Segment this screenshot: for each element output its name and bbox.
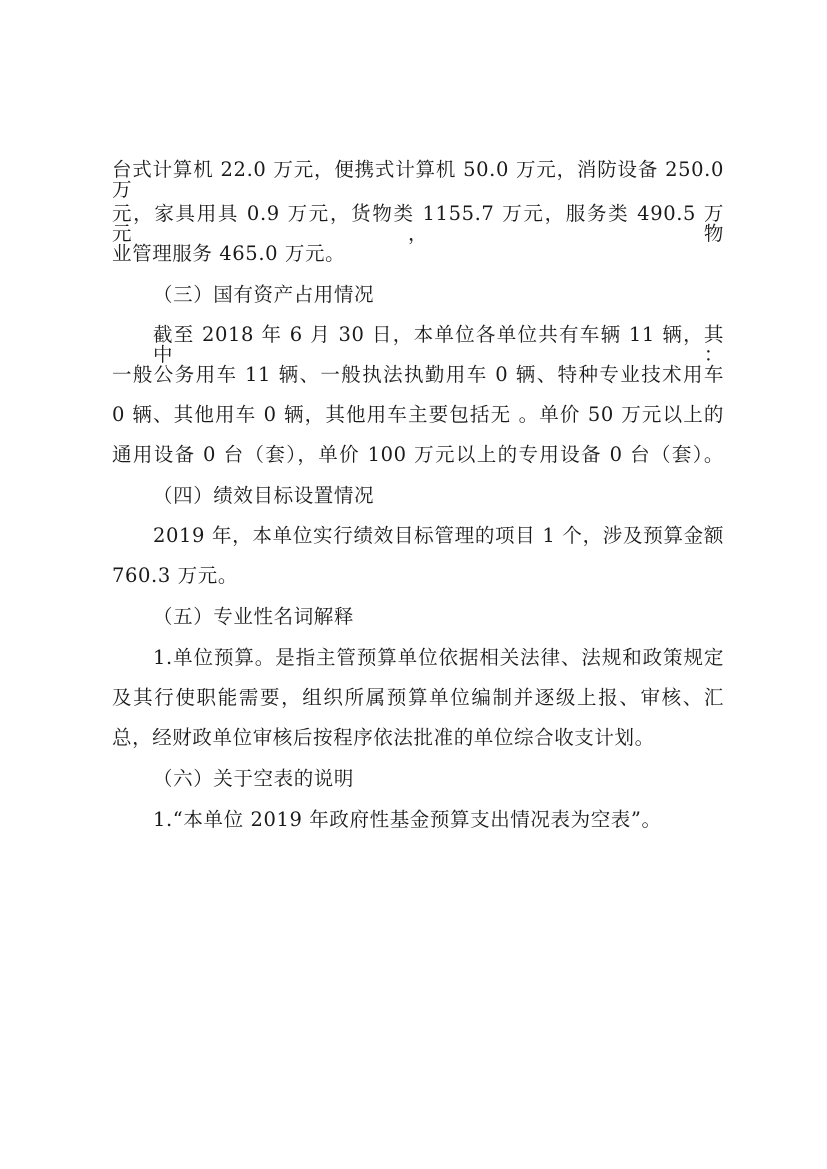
paragraph-line: 截至 2018 年 6 月 30 日，本单位各单位共有车辆 11 辆，其中： bbox=[153, 323, 724, 366]
paragraph-line: 1.“本单位 2019 年政府性基金预算支出情况表为空表”。 bbox=[153, 808, 662, 831]
paragraph-line: 2019 年，本单位实行绩效目标管理的项目 1 个，涉及预算金额 bbox=[153, 524, 724, 547]
paragraph-line: 业管理服务 465.0 万元。 bbox=[112, 242, 346, 265]
section-heading: （六）关于空表的说明 bbox=[153, 767, 355, 790]
paragraph-line: 1.单位预算。是指主管预算单位依据相关法律、法规和政策规定 bbox=[153, 646, 724, 669]
section-heading: （四）绩效目标设置情况 bbox=[153, 484, 375, 507]
paragraph-line: 通用设备 0 台（套），单价 100 万元以上的专用设备 0 台（套）。 bbox=[112, 443, 724, 466]
paragraph-line: 及其行使职能需要，组织所属预算单位编制并逐级上报、审核、汇 bbox=[112, 686, 724, 709]
paragraph-line: 760.3 万元。 bbox=[112, 564, 238, 587]
paragraph-line: 一般公务用车 11 辆、一般执法执勤用车 0 辆、特种专业技术用车 bbox=[112, 363, 724, 386]
paragraph-line: 元，家具用具 0.9 万元，货物类 1155.7 万元，服务类 490.5 万元，物 bbox=[112, 202, 724, 245]
section-heading: （五）专业性名词解释 bbox=[153, 605, 355, 628]
section-heading: （三）国有资产占用情况 bbox=[153, 283, 375, 306]
paragraph-line: 总，经财政单位审核后按程序依法批准的单位综合收支计划。 bbox=[112, 726, 655, 749]
paragraph-line: 台式计算机 22.0 万元，便携式计算机 50.0 万元，消防设备 250.0 万 bbox=[112, 158, 724, 201]
paragraph-line: 0 辆、其他用车 0 辆，其他用车主要包括无 。单价 50 万元以上的 bbox=[112, 403, 724, 426]
